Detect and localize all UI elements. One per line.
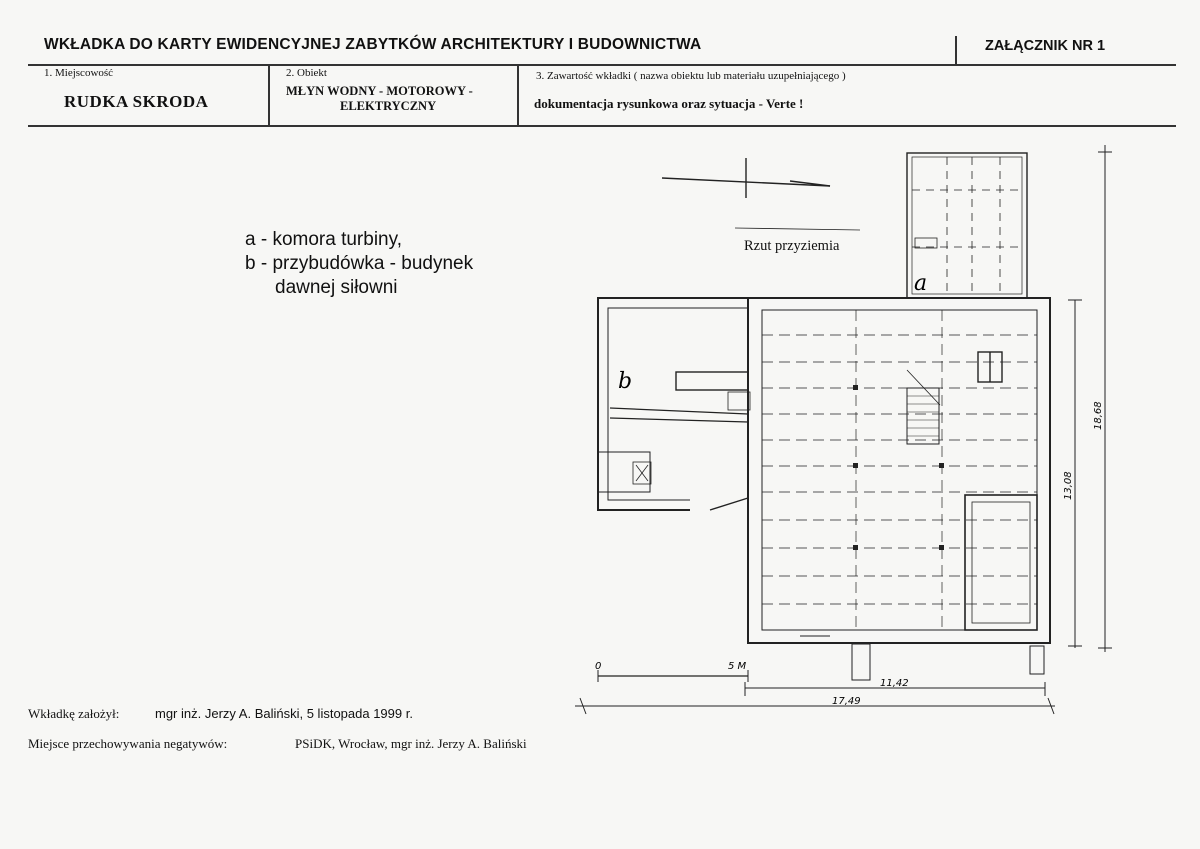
negatives-label: Miejsce przechowywania negatywów: <box>28 736 228 751</box>
inner-room <box>965 495 1037 630</box>
scale-end-label: 5 M <box>728 661 747 672</box>
main-building-inner <box>762 310 1037 630</box>
location-value: RUDKA SKRODA <box>64 92 209 111</box>
author-label: Wkładkę założył: <box>28 706 120 721</box>
negatives-value: PSiDK, Wrocław, mgr inż. Jerzy A. Baliński <box>295 736 527 751</box>
object-value-line1: MŁYN WODNY - MOTOROWY - <box>286 84 473 98</box>
dim-label-main-width: 11,42 <box>880 678 909 689</box>
object-value-line2: ELEKTRYCZNY <box>340 99 437 113</box>
dim-label-total-height: 18,68 <box>1093 401 1104 430</box>
object-label: 2. Obiekt <box>286 67 327 79</box>
plan-mark-b: b <box>618 369 633 394</box>
legend-line-a: a - komora turbiny, <box>245 229 402 250</box>
main-building-outer <box>748 298 1050 643</box>
plan-mark-a: a <box>914 271 928 296</box>
document-title: WKŁADKA DO KARTY EWIDENCYJNEJ ZABYTKÓW ARCHITEKTURY I BUDOWNICTWA <box>44 36 702 53</box>
legend-line-b-cont: dawnej siłowni <box>275 277 398 298</box>
staircase <box>907 388 939 444</box>
legend-line-b: b - przybudówka - budynek <box>245 253 474 274</box>
dim-label-main-height: 13,08 <box>1063 471 1074 500</box>
scale-start-label: 0 <box>595 661 602 672</box>
annex-building <box>598 298 748 510</box>
dim-label-total-width: 17,49 <box>832 696 861 707</box>
location-label: 1. Miejscowość <box>44 67 114 79</box>
author-value: mgr inż. Jerzy A. Baliński, 5 listopada 1999 r. <box>155 706 413 721</box>
annex-label: ZAŁĄCZNIK NR 1 <box>985 38 1106 54</box>
content-label: 3. Zawartość wkładki ( nazwa obiektu lub materiału uzupełniającego ) <box>536 70 846 82</box>
plan-title-rule <box>735 228 860 230</box>
content-value: dokumentacja rysunkowa oraz sytuacja - Verte ! <box>534 96 804 111</box>
plan-title: Rzut przyziemia <box>744 238 840 254</box>
